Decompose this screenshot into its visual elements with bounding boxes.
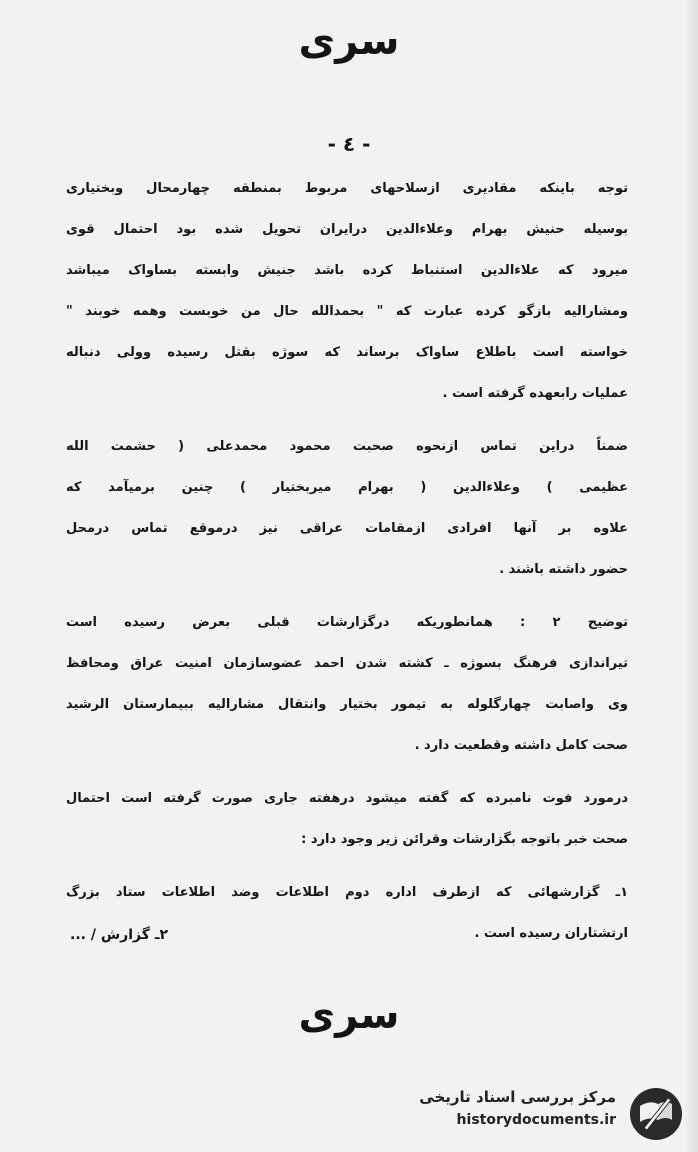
text-line: بوسیله حنیش بهرام وعلاءالدین درایران تحویل شده بود احتمال قوی (66, 222, 628, 237)
page-edge-shadow (684, 0, 698, 1152)
paragraph-3 (66, 602, 628, 766)
text-line: ارتشتاران رسیده است . (474, 926, 628, 941)
text-line: وی واصابت چهارگلوله به تیمور بختیار وانتقال مشارالیه ببیمارستان الرشید (66, 697, 628, 712)
classification-header: سری (298, 18, 400, 64)
paragraph-4 (66, 778, 628, 860)
text-line: ضمناً دراین تماس ازنحوه صحبت محمود محمدعلی ( حشمت الله (66, 439, 628, 454)
text-line: عظیمی ) وعلاءالدین ( بهرام میربختیار ) چنین برمیآمد که (66, 480, 628, 495)
text-line: حضور داشته باشند . (499, 562, 628, 577)
paragraph-2 (66, 426, 628, 590)
text-line: تیراندازی فرهنگ بسوژه ـ کشته شدن احمد عضوسازمان امنیت عراق ومحافظ (66, 656, 628, 671)
text-line: ومشارالیه بازگو کرده عبارت که " بحمدالله حال من خوبست وهمه خوبند " (66, 304, 628, 319)
archive-name: مرکز بررسی اسناد تاریخی (419, 1088, 616, 1106)
page-number: - ٤ - (327, 132, 371, 156)
text-line: صحت خبر باتوجه بگزارشات وقرائن زیر وجود دارد : (301, 832, 628, 847)
text-line: علاوه بر آنها افرادی ازمقامات عراقی نیز درموقع تماس درمحل (66, 521, 628, 536)
text-line: خواسته است باطلاع ساواک برساند که سوژه بقتل رسیده وولی دنباله (66, 345, 628, 360)
document-body (66, 168, 628, 954)
text-line: توجه باینکه مقادیری ازسلاحهای مربوط بمنطقه چهارمحال وبختیاری (66, 181, 628, 196)
text-line: میرود که علاءالدین استنباط کرده باشد جنیش وابسته بساواک میباشد (66, 263, 628, 278)
report-reference: ۲ـ گزارش / ... (70, 927, 169, 943)
text-line: توضیح ۲ : همانطوریکه درگزارشات قبلی بعرض رسیده است (66, 615, 628, 630)
book-quill-logo-icon (628, 1086, 684, 1142)
text-line: صحت کامل داشته وقطعیت دارد . (414, 738, 628, 753)
archive-watermark (398, 1084, 688, 1144)
text-line: درمورد فوت نامبرده که گفته میشود درهفته جاری صورت گرفته است احتمال (66, 791, 628, 806)
archive-url: historydocuments.ir (456, 1112, 616, 1128)
paragraph-1 (66, 168, 628, 414)
text-line: ۱ـ گزارشهائی که ازطرف اداره دوم اطلاعات وضد اطلاعات ستاد بزرگ (66, 885, 628, 900)
text-line: عملیات رابعهده گرفته است . (442, 386, 628, 401)
classification-footer: سری (298, 992, 400, 1038)
